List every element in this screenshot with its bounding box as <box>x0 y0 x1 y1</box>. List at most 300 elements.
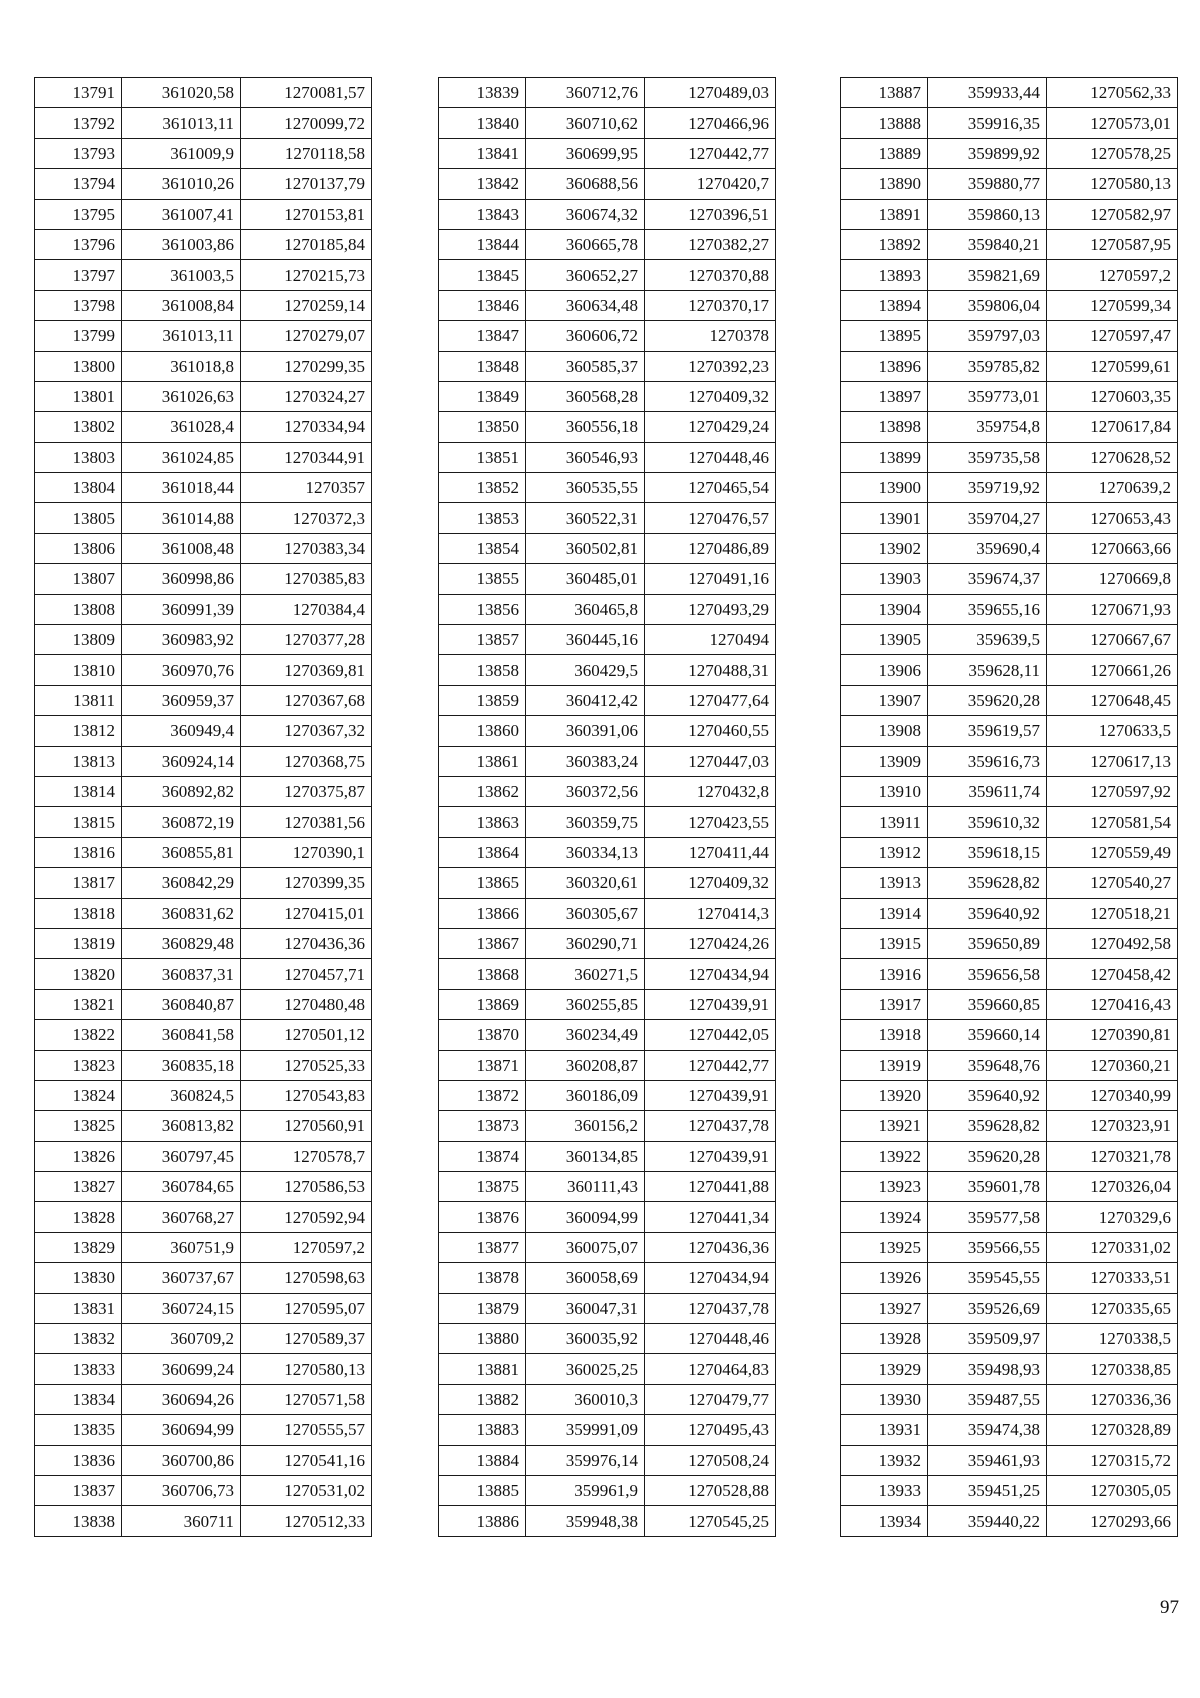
point-number-cell: 13826 <box>35 1141 122 1171</box>
y-coordinate-cell: 1270592,94 <box>241 1202 372 1232</box>
table-row <box>439 503 776 533</box>
point-number-cell: 13931 <box>841 1415 928 1445</box>
table-row <box>439 108 776 138</box>
table-row <box>841 1020 1178 1050</box>
point-number-cell: 13835 <box>35 1415 122 1445</box>
point-number-cell: 13848 <box>439 351 526 381</box>
table-row <box>841 1263 1178 1293</box>
y-coordinate-cell: 1270466,96 <box>645 108 776 138</box>
x-coordinate-cell: 360485,01 <box>526 564 645 594</box>
y-coordinate-cell: 1270442,05 <box>645 1020 776 1050</box>
table-row <box>841 169 1178 199</box>
y-coordinate-cell: 1270099,72 <box>241 108 372 138</box>
table-row <box>35 321 372 351</box>
x-coordinate-cell: 361026,63 <box>122 381 241 411</box>
y-coordinate-cell: 1270436,36 <box>645 1232 776 1262</box>
table-row <box>35 78 372 108</box>
table-row <box>841 473 1178 503</box>
point-number-cell: 13805 <box>35 503 122 533</box>
point-number-cell: 13903 <box>841 564 928 594</box>
y-coordinate-cell: 1270399,35 <box>241 868 372 898</box>
y-coordinate-cell: 1270586,53 <box>241 1172 372 1202</box>
y-coordinate-cell: 1270599,34 <box>1047 290 1178 320</box>
table-row <box>35 503 372 533</box>
y-coordinate-cell: 1270369,81 <box>241 655 372 685</box>
y-coordinate-cell: 1270540,27 <box>1047 868 1178 898</box>
table-row <box>841 1384 1178 1414</box>
y-coordinate-cell: 1270457,71 <box>241 959 372 989</box>
table-row <box>35 290 372 320</box>
y-coordinate-cell: 1270334,94 <box>241 412 372 442</box>
x-coordinate-cell: 359650,89 <box>928 928 1047 958</box>
table-row <box>841 1141 1178 1171</box>
x-coordinate-cell: 359860,13 <box>928 199 1047 229</box>
x-coordinate-cell: 359526,69 <box>928 1293 1047 1323</box>
x-coordinate-cell: 360949,4 <box>122 716 241 746</box>
point-number-cell: 13841 <box>439 138 526 168</box>
y-coordinate-cell: 1270491,16 <box>645 564 776 594</box>
y-coordinate-cell: 1270370,17 <box>645 290 776 320</box>
x-coordinate-cell: 361010,26 <box>122 169 241 199</box>
table-row <box>841 564 1178 594</box>
table-row <box>841 1445 1178 1475</box>
y-coordinate-cell: 1270442,77 <box>645 138 776 168</box>
point-number-cell: 13896 <box>841 351 928 381</box>
y-coordinate-cell: 1270599,61 <box>1047 351 1178 381</box>
point-number-cell: 13858 <box>439 655 526 685</box>
point-number-cell: 13860 <box>439 716 526 746</box>
point-number-cell: 13845 <box>439 260 526 290</box>
point-number-cell: 13855 <box>439 564 526 594</box>
point-number-cell: 13837 <box>35 1475 122 1505</box>
table-row <box>35 959 372 989</box>
point-number-cell: 13889 <box>841 138 928 168</box>
table-row <box>841 351 1178 381</box>
x-coordinate-cell: 360751,9 <box>122 1232 241 1262</box>
point-number-cell: 13921 <box>841 1111 928 1141</box>
y-coordinate-cell: 1270370,88 <box>645 260 776 290</box>
x-coordinate-cell: 360892,82 <box>122 776 241 806</box>
x-coordinate-cell: 360699,24 <box>122 1354 241 1384</box>
y-coordinate-cell: 1270628,52 <box>1047 442 1178 472</box>
point-number-cell: 13853 <box>439 503 526 533</box>
point-number-cell: 13913 <box>841 868 928 898</box>
point-number-cell: 13924 <box>841 1202 928 1232</box>
point-number-cell: 13819 <box>35 928 122 958</box>
point-number-cell: 13905 <box>841 625 928 655</box>
table-row <box>439 807 776 837</box>
x-coordinate-cell: 360334,13 <box>526 837 645 867</box>
point-number-cell: 13884 <box>439 1445 526 1475</box>
x-coordinate-cell: 359487,55 <box>928 1384 1047 1414</box>
y-coordinate-cell: 1270328,89 <box>1047 1415 1178 1445</box>
y-coordinate-cell: 1270493,29 <box>645 594 776 624</box>
x-coordinate-cell: 360412,42 <box>526 685 645 715</box>
x-coordinate-cell: 359628,82 <box>928 868 1047 898</box>
y-coordinate-cell: 1270315,72 <box>1047 1445 1178 1475</box>
y-coordinate-cell: 1270582,97 <box>1047 199 1178 229</box>
x-coordinate-cell: 360797,45 <box>122 1141 241 1171</box>
point-number-cell: 13812 <box>35 716 122 746</box>
table-row <box>439 1475 776 1505</box>
point-number-cell: 13851 <box>439 442 526 472</box>
x-coordinate-cell: 360047,31 <box>526 1293 645 1323</box>
y-coordinate-cell: 1270480,48 <box>241 989 372 1019</box>
point-number-cell: 13886 <box>439 1506 526 1536</box>
table-row <box>841 837 1178 867</box>
point-number-cell: 13933 <box>841 1475 928 1505</box>
y-coordinate-cell: 1270437,78 <box>645 1111 776 1141</box>
point-number-cell: 13885 <box>439 1475 526 1505</box>
table-row <box>35 1293 372 1323</box>
y-coordinate-cell: 1270603,35 <box>1047 381 1178 411</box>
point-number-cell: 13907 <box>841 685 928 715</box>
table-row <box>439 1445 776 1475</box>
x-coordinate-cell: 359620,28 <box>928 685 1047 715</box>
table-row <box>35 1232 372 1262</box>
point-number-cell: 13814 <box>35 776 122 806</box>
y-coordinate-cell: 1270378 <box>645 321 776 351</box>
point-number-cell: 13882 <box>439 1384 526 1414</box>
point-number-cell: 13929 <box>841 1354 928 1384</box>
point-number-cell: 13888 <box>841 108 928 138</box>
table-row <box>35 807 372 837</box>
x-coordinate-cell: 359655,16 <box>928 594 1047 624</box>
table-row <box>439 381 776 411</box>
table-row <box>439 351 776 381</box>
x-coordinate-cell: 360991,39 <box>122 594 241 624</box>
y-coordinate-cell: 1270336,36 <box>1047 1384 1178 1414</box>
table-row <box>439 138 776 168</box>
point-number-cell: 13879 <box>439 1293 526 1323</box>
point-number-cell: 13898 <box>841 412 928 442</box>
point-number-cell: 13836 <box>35 1445 122 1475</box>
x-coordinate-cell: 359797,03 <box>928 321 1047 351</box>
x-coordinate-cell: 359566,55 <box>928 1232 1047 1262</box>
point-number-cell: 13822 <box>35 1020 122 1050</box>
point-number-cell: 13804 <box>35 473 122 503</box>
table-row <box>439 199 776 229</box>
x-coordinate-cell: 360784,65 <box>122 1172 241 1202</box>
point-number-cell: 13869 <box>439 989 526 1019</box>
y-coordinate-cell: 1270458,42 <box>1047 959 1178 989</box>
table-row <box>439 1415 776 1445</box>
point-number-cell: 13893 <box>841 260 928 290</box>
y-coordinate-cell: 1270578,7 <box>241 1141 372 1171</box>
table-row <box>35 1172 372 1202</box>
x-coordinate-cell: 359628,82 <box>928 1111 1047 1141</box>
y-coordinate-cell: 1270597,47 <box>1047 321 1178 351</box>
y-coordinate-cell: 1270663,66 <box>1047 533 1178 563</box>
point-number-cell: 13823 <box>35 1050 122 1080</box>
point-number-cell: 13802 <box>35 412 122 442</box>
x-coordinate-cell: 360970,76 <box>122 655 241 685</box>
table-row <box>35 1141 372 1171</box>
table-row <box>35 1020 372 1050</box>
table-row <box>841 776 1178 806</box>
table-row <box>439 625 776 655</box>
x-coordinate-cell: 359639,5 <box>928 625 1047 655</box>
table-row <box>439 290 776 320</box>
x-coordinate-cell: 360694,26 <box>122 1384 241 1414</box>
x-coordinate-cell: 360383,24 <box>526 746 645 776</box>
point-number-cell: 13807 <box>35 564 122 594</box>
x-coordinate-cell: 360688,56 <box>526 169 645 199</box>
table-row <box>439 1293 776 1323</box>
x-coordinate-cell: 360075,07 <box>526 1232 645 1262</box>
y-coordinate-cell: 1270617,13 <box>1047 746 1178 776</box>
x-coordinate-cell: 360025,25 <box>526 1354 645 1384</box>
y-coordinate-cell: 1270434,94 <box>645 959 776 989</box>
y-coordinate-cell: 1270442,77 <box>645 1050 776 1080</box>
x-coordinate-cell: 360502,81 <box>526 533 645 563</box>
y-coordinate-cell: 1270321,78 <box>1047 1141 1178 1171</box>
x-coordinate-cell: 360568,28 <box>526 381 645 411</box>
point-number-cell: 13830 <box>35 1263 122 1293</box>
x-coordinate-cell: 360445,16 <box>526 625 645 655</box>
y-coordinate-cell: 1270633,5 <box>1047 716 1178 746</box>
table-row <box>35 1324 372 1354</box>
point-number-cell: 13883 <box>439 1415 526 1445</box>
table-row <box>841 868 1178 898</box>
point-number-cell: 13795 <box>35 199 122 229</box>
x-coordinate-cell: 359640,92 <box>928 1080 1047 1110</box>
y-coordinate-cell: 1270344,91 <box>241 442 372 472</box>
x-coordinate-cell: 360706,73 <box>122 1475 241 1505</box>
x-coordinate-cell: 360186,09 <box>526 1080 645 1110</box>
x-coordinate-cell: 361028,4 <box>122 412 241 442</box>
x-coordinate-cell: 360606,72 <box>526 321 645 351</box>
y-coordinate-cell: 1270432,8 <box>645 776 776 806</box>
table-row <box>439 1232 776 1262</box>
table-row <box>35 412 372 442</box>
table-row <box>439 473 776 503</box>
x-coordinate-cell: 359773,01 <box>928 381 1047 411</box>
table-row <box>35 473 372 503</box>
table-row <box>35 1111 372 1141</box>
y-coordinate-cell: 1270329,6 <box>1047 1202 1178 1232</box>
x-coordinate-cell: 360465,8 <box>526 594 645 624</box>
x-coordinate-cell: 360359,75 <box>526 807 645 837</box>
x-coordinate-cell: 360290,71 <box>526 928 645 958</box>
point-number-cell: 13791 <box>35 78 122 108</box>
y-coordinate-cell: 1270340,99 <box>1047 1080 1178 1110</box>
point-number-cell: 13829 <box>35 1232 122 1262</box>
point-number-cell: 13809 <box>35 625 122 655</box>
table-row <box>841 716 1178 746</box>
table-row <box>841 1232 1178 1262</box>
point-number-cell: 13923 <box>841 1172 928 1202</box>
y-coordinate-cell: 1270571,58 <box>241 1384 372 1414</box>
y-coordinate-cell: 1270423,55 <box>645 807 776 837</box>
x-coordinate-cell: 359754,8 <box>928 412 1047 442</box>
y-coordinate-cell: 1270573,01 <box>1047 108 1178 138</box>
point-number-cell: 13906 <box>841 655 928 685</box>
table-row <box>841 1172 1178 1202</box>
x-coordinate-cell: 359704,27 <box>928 503 1047 533</box>
table-row <box>35 1475 372 1505</box>
x-coordinate-cell: 360824,5 <box>122 1080 241 1110</box>
table-row <box>35 381 372 411</box>
x-coordinate-cell: 361013,11 <box>122 108 241 138</box>
point-number-cell: 13794 <box>35 169 122 199</box>
x-coordinate-cell: 359601,78 <box>928 1172 1047 1202</box>
table-row <box>439 1324 776 1354</box>
point-number-cell: 13840 <box>439 108 526 138</box>
x-coordinate-cell: 359821,69 <box>928 260 1047 290</box>
y-coordinate-cell: 1270597,2 <box>241 1232 372 1262</box>
table-row <box>35 868 372 898</box>
y-coordinate-cell: 1270305,05 <box>1047 1475 1178 1505</box>
y-coordinate-cell: 1270669,8 <box>1047 564 1178 594</box>
y-coordinate-cell: 1270518,21 <box>1047 898 1178 928</box>
y-coordinate-cell: 1270299,35 <box>241 351 372 381</box>
x-coordinate-cell: 359545,55 <box>928 1263 1047 1293</box>
table-row <box>439 442 776 472</box>
x-coordinate-cell: 359620,28 <box>928 1141 1047 1171</box>
y-coordinate-cell: 1270512,33 <box>241 1506 372 1536</box>
point-number-cell: 13926 <box>841 1263 928 1293</box>
table-row <box>841 655 1178 685</box>
table-row <box>35 1384 372 1414</box>
x-coordinate-cell: 359948,38 <box>526 1506 645 1536</box>
table-row <box>841 1354 1178 1384</box>
x-coordinate-cell: 360010,3 <box>526 1384 645 1414</box>
x-coordinate-cell: 359648,76 <box>928 1050 1047 1080</box>
x-coordinate-cell: 360710,62 <box>526 108 645 138</box>
y-coordinate-cell: 1270465,54 <box>645 473 776 503</box>
point-number-cell: 13868 <box>439 959 526 989</box>
x-coordinate-cell: 359880,77 <box>928 169 1047 199</box>
table-row <box>439 898 776 928</box>
x-coordinate-cell: 360585,37 <box>526 351 645 381</box>
y-coordinate-cell: 1270448,46 <box>645 1324 776 1354</box>
table-row <box>439 260 776 290</box>
point-number-cell: 13916 <box>841 959 928 989</box>
x-coordinate-cell: 359719,92 <box>928 473 1047 503</box>
point-number-cell: 13909 <box>841 746 928 776</box>
x-coordinate-cell: 361018,8 <box>122 351 241 381</box>
point-number-cell: 13808 <box>35 594 122 624</box>
x-coordinate-cell: 360835,18 <box>122 1050 241 1080</box>
point-number-cell: 13827 <box>35 1172 122 1202</box>
y-coordinate-cell: 1270528,88 <box>645 1475 776 1505</box>
x-coordinate-cell: 360522,31 <box>526 503 645 533</box>
x-coordinate-cell: 360665,78 <box>526 229 645 259</box>
table-row <box>439 1506 776 1536</box>
x-coordinate-cell: 360998,86 <box>122 564 241 594</box>
table-row <box>439 1202 776 1232</box>
y-coordinate-cell: 1270396,51 <box>645 199 776 229</box>
point-number-cell: 13867 <box>439 928 526 958</box>
point-number-cell: 13901 <box>841 503 928 533</box>
point-number-cell: 13852 <box>439 473 526 503</box>
x-coordinate-cell: 359611,74 <box>928 776 1047 806</box>
x-coordinate-cell: 360156,2 <box>526 1111 645 1141</box>
y-coordinate-cell: 1270661,26 <box>1047 655 1178 685</box>
y-coordinate-cell: 1270081,57 <box>241 78 372 108</box>
point-number-cell: 13910 <box>841 776 928 806</box>
table-row <box>439 928 776 958</box>
table-row <box>35 533 372 563</box>
x-coordinate-cell: 361008,48 <box>122 533 241 563</box>
x-coordinate-cell: 359628,11 <box>928 655 1047 685</box>
x-coordinate-cell: 360700,86 <box>122 1445 241 1475</box>
table-row <box>439 1354 776 1384</box>
x-coordinate-cell: 360959,37 <box>122 685 241 715</box>
point-number-cell: 13925 <box>841 1232 928 1262</box>
y-coordinate-cell: 1270118,58 <box>241 138 372 168</box>
point-number-cell: 13861 <box>439 746 526 776</box>
point-number-cell: 13847 <box>439 321 526 351</box>
table-row <box>841 989 1178 1019</box>
y-coordinate-cell: 1270335,65 <box>1047 1293 1178 1323</box>
x-coordinate-cell: 360271,5 <box>526 959 645 989</box>
x-coordinate-cell: 359656,58 <box>928 959 1047 989</box>
x-coordinate-cell: 360768,27 <box>122 1202 241 1232</box>
point-number-cell: 13904 <box>841 594 928 624</box>
x-coordinate-cell: 359660,14 <box>928 1020 1047 1050</box>
table-row <box>35 199 372 229</box>
y-coordinate-cell: 1270338,85 <box>1047 1354 1178 1384</box>
y-coordinate-cell: 1270648,45 <box>1047 685 1178 715</box>
table-row <box>35 1202 372 1232</box>
x-coordinate-cell: 360320,61 <box>526 868 645 898</box>
x-coordinate-cell: 359498,93 <box>928 1354 1047 1384</box>
table-row <box>841 533 1178 563</box>
y-coordinate-cell: 1270409,32 <box>645 868 776 898</box>
table-row <box>841 1202 1178 1232</box>
table-row <box>439 868 776 898</box>
point-number-cell: 13934 <box>841 1506 928 1536</box>
table-row <box>35 898 372 928</box>
table-row <box>841 1324 1178 1354</box>
y-coordinate-cell: 1270384,4 <box>241 594 372 624</box>
y-coordinate-cell: 1270437,78 <box>645 1293 776 1323</box>
table-row <box>841 412 1178 442</box>
point-number-cell: 13834 <box>35 1384 122 1414</box>
x-coordinate-cell: 359961,9 <box>526 1475 645 1505</box>
point-number-cell: 13813 <box>35 746 122 776</box>
table-row <box>439 1141 776 1171</box>
point-number-cell: 13918 <box>841 1020 928 1050</box>
point-number-cell: 13894 <box>841 290 928 320</box>
table-row <box>35 685 372 715</box>
x-coordinate-cell: 359619,57 <box>928 716 1047 746</box>
x-coordinate-cell: 359933,44 <box>928 78 1047 108</box>
point-number-cell: 13798 <box>35 290 122 320</box>
table-row <box>841 746 1178 776</box>
table-row <box>841 290 1178 320</box>
y-coordinate-cell: 1270531,02 <box>241 1475 372 1505</box>
x-coordinate-cell: 361009,9 <box>122 138 241 168</box>
point-number-cell: 13797 <box>35 260 122 290</box>
point-number-cell: 13803 <box>35 442 122 472</box>
y-coordinate-cell: 1270597,2 <box>1047 260 1178 290</box>
point-number-cell: 13871 <box>439 1050 526 1080</box>
point-number-cell: 13870 <box>439 1020 526 1050</box>
point-number-cell: 13902 <box>841 533 928 563</box>
y-coordinate-cell: 1270543,83 <box>241 1080 372 1110</box>
y-coordinate-cell: 1270424,26 <box>645 928 776 958</box>
x-coordinate-cell: 360724,15 <box>122 1293 241 1323</box>
x-coordinate-cell: 359840,21 <box>928 229 1047 259</box>
y-coordinate-cell: 1270333,51 <box>1047 1263 1178 1293</box>
y-coordinate-cell: 1270259,14 <box>241 290 372 320</box>
table-row <box>841 1506 1178 1536</box>
point-number-cell: 13825 <box>35 1111 122 1141</box>
point-number-cell: 13824 <box>35 1080 122 1110</box>
